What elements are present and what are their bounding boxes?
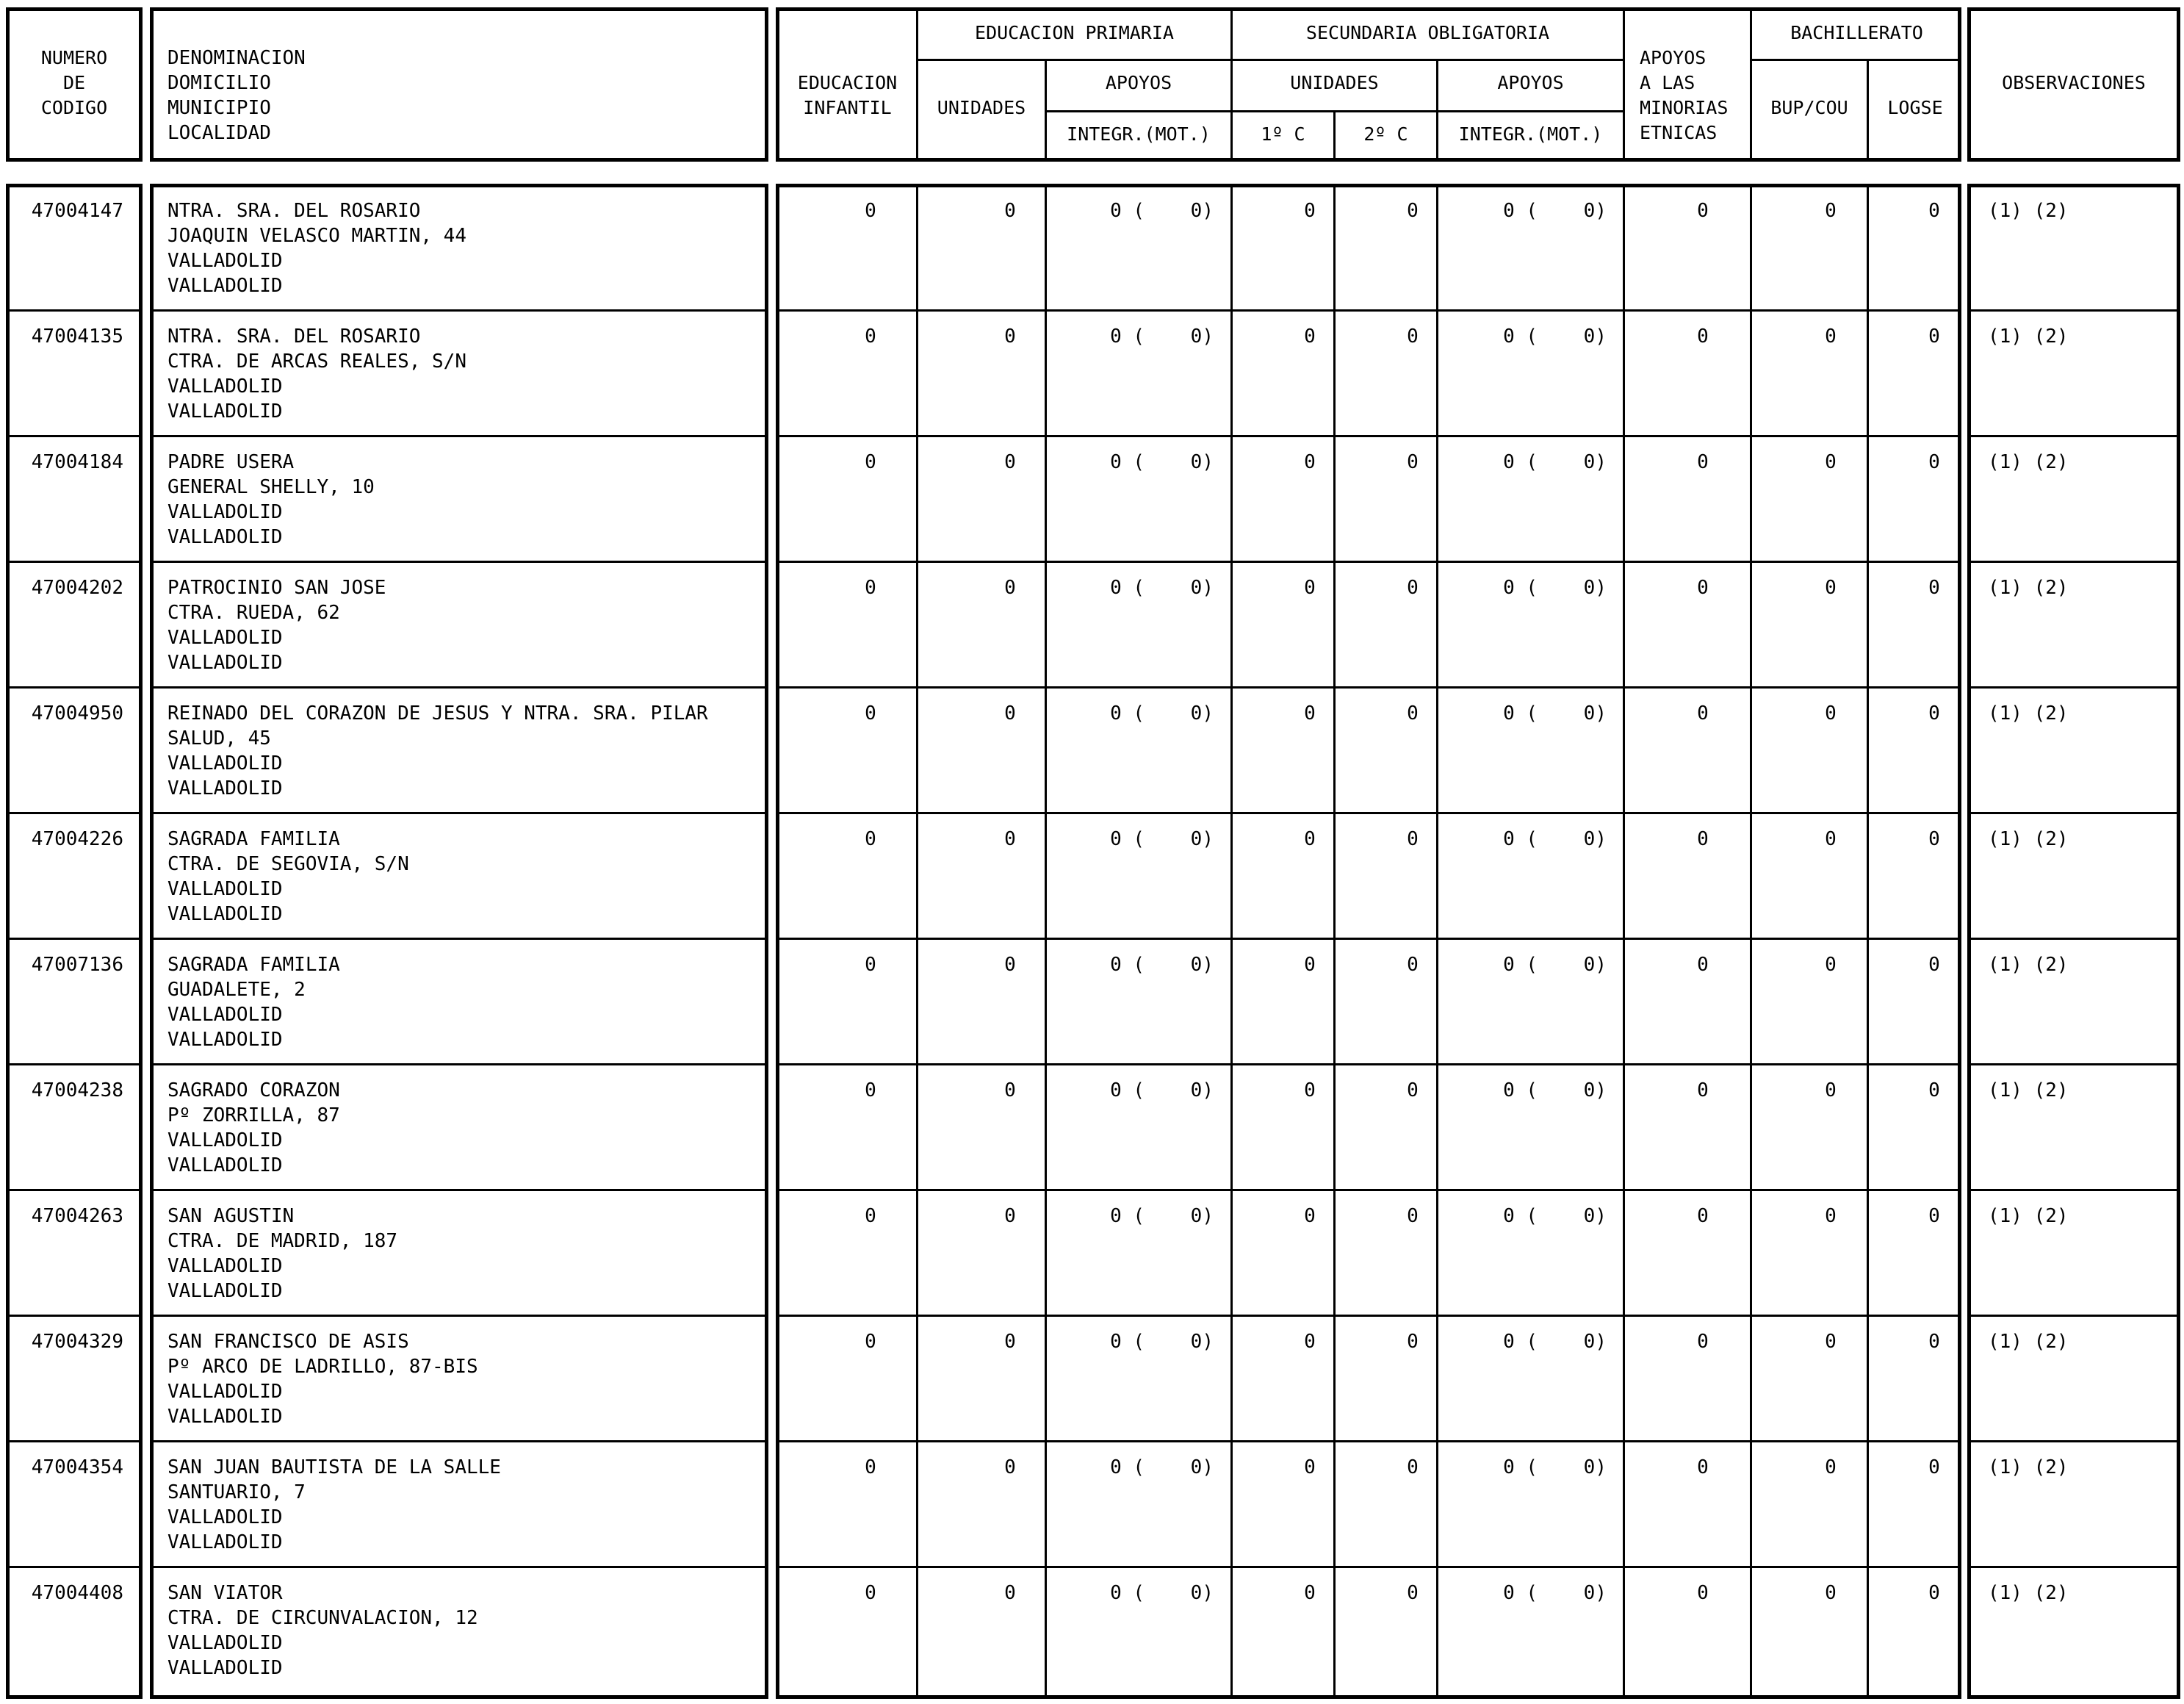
row-observaciones: (1) (2) — [1988, 954, 2069, 976]
row-minorias: 0 — [1697, 1205, 1709, 1227]
row-address: SANTUARIO, 7 — [167, 1481, 306, 1503]
row-prim-apoyos: 0 ( 0) — [1110, 1582, 1214, 1604]
row-infantil: 0 — [865, 954, 876, 976]
row-prim-unidades: 0 — [1004, 577, 1016, 599]
row-minorias: 0 — [1697, 1079, 1709, 1101]
row-municipio: VALLADOLID — [167, 1129, 283, 1151]
row-name: REINADO DEL CORAZON DE JESUS Y NTRA. SRA. PILAR — [167, 702, 708, 725]
row-sec-apoyos: 0 ( 0) — [1503, 577, 1607, 599]
row-divider — [776, 435, 1961, 437]
row-observaciones: (1) (2) — [1988, 577, 2069, 599]
header-infantil-line-1: EDUCACION — [797, 72, 898, 93]
row-divider — [1967, 309, 2180, 312]
row-observaciones: (1) (2) — [1988, 1582, 2069, 1604]
row-logse: 0 — [1928, 200, 1940, 222]
header-bach-bup: BUP/COU — [1770, 97, 1848, 118]
row-localidad: VALLADOLID — [167, 526, 283, 548]
row-sec-2c: 0 — [1407, 828, 1419, 850]
row-prim-apoyos: 0 ( 0) — [1110, 954, 1214, 976]
row-sec-2c: 0 — [1407, 577, 1419, 599]
row-sec-apoyos: 0 ( 0) — [1503, 1205, 1607, 1227]
row-divider — [150, 561, 768, 563]
row-observaciones: (1) (2) — [1988, 1079, 2069, 1101]
row-sec-1c: 0 — [1304, 577, 1316, 599]
row-sec-2c: 0 — [1407, 326, 1419, 348]
row-sec-1c: 0 — [1304, 702, 1316, 725]
header-observaciones: OBSERVACIONES — [2002, 72, 2146, 93]
header-bachillerato-group: BACHILLERATO — [1790, 22, 1923, 43]
row-minorias: 0 — [1697, 326, 1709, 348]
row-bup: 0 — [1825, 577, 1837, 599]
row-sec-2c: 0 — [1407, 200, 1419, 222]
row-observaciones: (1) (2) — [1988, 828, 2069, 850]
row-address: GUADALETE, 2 — [167, 979, 306, 1001]
row-sec-1c: 0 — [1304, 954, 1316, 976]
row-address: Pº ARCO DE LADRILLO, 87-BIS — [167, 1356, 478, 1378]
row-divider — [6, 938, 143, 940]
column-divider — [1750, 184, 1752, 1699]
row-divider — [6, 1566, 143, 1568]
row-sec-2c: 0 — [1407, 702, 1419, 725]
row-divider — [6, 309, 143, 312]
row-observaciones: (1) (2) — [1988, 1331, 2069, 1353]
row-logse: 0 — [1928, 1582, 1940, 1604]
header-secundaria-unidades: UNIDADES — [1290, 72, 1379, 93]
row-prim-unidades: 0 — [1004, 702, 1016, 725]
row-sec-apoyos: 0 ( 0) — [1503, 200, 1607, 222]
header-denominacion-line-2: DOMICILIO — [167, 72, 271, 94]
row-sec-apoyos: 0 ( 0) — [1503, 326, 1607, 348]
row-prim-apoyos: 0 ( 0) — [1110, 1331, 1214, 1353]
row-name: NTRA. SRA. DEL ROSARIO — [167, 326, 421, 348]
header-denominacion-line-4: LOCALIDAD — [167, 122, 271, 144]
row-divider — [776, 1440, 1961, 1442]
row-infantil: 0 — [865, 200, 876, 222]
column-divider — [1623, 184, 1625, 1699]
row-address: SALUD, 45 — [167, 727, 271, 749]
row-municipio: VALLADOLID — [167, 1004, 283, 1026]
header-numero-line-1: NUMERO — [40, 47, 108, 68]
row-infantil: 0 — [865, 326, 876, 348]
row-divider — [776, 1063, 1961, 1065]
row-minorias: 0 — [1697, 200, 1709, 222]
row-prim-unidades: 0 — [1004, 326, 1016, 348]
header-primaria-unidades: UNIDADES — [937, 97, 1026, 118]
row-divider — [6, 1440, 143, 1442]
row-divider — [776, 1189, 1961, 1191]
row-logse: 0 — [1928, 702, 1940, 725]
row-observaciones: (1) (2) — [1988, 1456, 2069, 1478]
row-sec-apoyos: 0 ( 0) — [1503, 1079, 1607, 1101]
row-bup: 0 — [1825, 1456, 1837, 1478]
row-prim-unidades: 0 — [1004, 954, 1016, 976]
row-divider — [150, 812, 768, 814]
row-divider — [150, 686, 768, 689]
row-sec-apoyos: 0 ( 0) — [1503, 702, 1607, 725]
header-numero-line-2: DE — [62, 72, 86, 93]
row-logse: 0 — [1928, 1456, 1940, 1478]
row-municipio: VALLADOLID — [167, 627, 283, 649]
row-municipio: VALLADOLID — [167, 1506, 283, 1528]
row-sec-2c: 0 — [1407, 451, 1419, 473]
row-sec-1c: 0 — [1304, 828, 1316, 850]
row-divider — [1967, 1566, 2180, 1568]
row-localidad: VALLADOLID — [167, 1531, 283, 1553]
row-divider — [6, 1315, 143, 1317]
row-divider — [776, 309, 1961, 312]
row-code: 47004354 — [31, 1456, 123, 1478]
row-address: CTRA. RUEDA, 62 — [167, 602, 340, 624]
row-prim-unidades: 0 — [1004, 451, 1016, 473]
row-divider — [6, 686, 143, 689]
header-minorias-line-4: ETNICAS — [1640, 122, 1718, 143]
row-prim-apoyos: 0 ( 0) — [1110, 1205, 1214, 1227]
row-logse: 0 — [1928, 451, 1940, 473]
row-bup: 0 — [1825, 702, 1837, 725]
row-name: SAN JUAN BAUTISTA DE LA SALLE — [167, 1456, 501, 1478]
header-divider — [916, 59, 1623, 61]
row-prim-apoyos: 0 ( 0) — [1110, 702, 1214, 725]
row-minorias: 0 — [1697, 702, 1709, 725]
row-sec-apoyos: 0 ( 0) — [1503, 451, 1607, 473]
row-name: NTRA. SRA. DEL ROSARIO — [167, 200, 421, 222]
row-infantil: 0 — [865, 577, 876, 599]
row-bup: 0 — [1825, 1331, 1837, 1353]
row-minorias: 0 — [1697, 1582, 1709, 1604]
row-divider — [150, 1315, 768, 1317]
row-divider — [6, 435, 143, 437]
row-divider — [1967, 1063, 2180, 1065]
row-code: 47004238 — [31, 1079, 123, 1101]
row-sec-1c: 0 — [1304, 1331, 1316, 1353]
row-localidad: VALLADOLID — [167, 1154, 283, 1176]
row-infantil: 0 — [865, 1582, 876, 1604]
row-code: 47004147 — [31, 200, 123, 222]
header-bach-logse: LOGSE — [1887, 97, 1943, 118]
row-sec-apoyos: 0 ( 0) — [1503, 954, 1607, 976]
row-prim-unidades: 0 — [1004, 1582, 1016, 1604]
row-sec-2c: 0 — [1407, 954, 1419, 976]
header-infantil-line-2: INFANTIL — [803, 97, 892, 118]
row-sec-1c: 0 — [1304, 1582, 1316, 1604]
row-bup: 0 — [1825, 1205, 1837, 1227]
header-minorias-line-2: A LAS — [1640, 72, 1695, 93]
row-municipio: VALLADOLID — [167, 1255, 283, 1277]
row-sec-2c: 0 — [1407, 1331, 1419, 1353]
row-code: 47004263 — [31, 1205, 123, 1227]
row-logse: 0 — [1928, 1079, 1940, 1101]
row-sec-2c: 0 — [1407, 1205, 1419, 1227]
row-localidad: VALLADOLID — [167, 275, 283, 297]
row-sec-1c: 0 — [1304, 200, 1316, 222]
row-bup: 0 — [1825, 954, 1837, 976]
row-prim-apoyos: 0 ( 0) — [1110, 1079, 1214, 1101]
row-address: CTRA. DE SEGOVIA, S/N — [167, 853, 409, 875]
row-sec-1c: 0 — [1304, 1205, 1316, 1227]
row-prim-unidades: 0 — [1004, 200, 1016, 222]
row-divider — [776, 1566, 1961, 1568]
row-observaciones: (1) (2) — [1988, 326, 2069, 348]
row-name: SAN FRANCISCO DE ASIS — [167, 1331, 409, 1353]
row-sec-apoyos: 0 ( 0) — [1503, 828, 1607, 850]
row-divider — [1967, 1440, 2180, 1442]
header-primaria-integr: INTEGR.(MOT.) — [1067, 123, 1211, 145]
row-name: SAGRADO CORAZON — [167, 1079, 340, 1101]
row-divider — [150, 1063, 768, 1065]
row-divider — [150, 1566, 768, 1568]
row-infantil: 0 — [865, 451, 876, 473]
row-divider — [776, 686, 1961, 689]
column-divider — [916, 184, 918, 1699]
header-minorias-line-1: APOYOS — [1640, 47, 1707, 68]
row-code: 47004226 — [31, 828, 123, 850]
row-divider — [6, 1063, 143, 1065]
row-localidad: VALLADOLID — [167, 1406, 283, 1428]
header-secundaria-integr: INTEGR.(MOT.) — [1458, 123, 1603, 145]
row-prim-apoyos: 0 ( 0) — [1110, 451, 1214, 473]
row-sec-2c: 0 — [1407, 1582, 1419, 1604]
row-name: SAN AGUSTIN — [167, 1205, 295, 1227]
row-divider — [150, 1189, 768, 1191]
header-divider — [1045, 110, 1230, 112]
row-bup: 0 — [1825, 1079, 1837, 1101]
row-logse: 0 — [1928, 1331, 1940, 1353]
row-prim-apoyos: 0 ( 0) — [1110, 1456, 1214, 1478]
header-divider — [1623, 7, 1625, 162]
row-logse: 0 — [1928, 1205, 1940, 1227]
row-divider — [6, 1189, 143, 1191]
row-name: PATROCINIO SAN JOSE — [167, 577, 386, 599]
row-localidad: VALLADOLID — [167, 1280, 283, 1302]
row-localidad: VALLADOLID — [167, 652, 283, 674]
row-infantil: 0 — [865, 1331, 876, 1353]
row-sec-1c: 0 — [1304, 1079, 1316, 1101]
header-secundaria-1c: 1º C — [1261, 123, 1305, 145]
column-divider — [1045, 184, 1047, 1699]
row-divider — [776, 938, 1961, 940]
row-bup: 0 — [1825, 200, 1837, 222]
row-minorias: 0 — [1697, 577, 1709, 599]
row-sec-apoyos: 0 ( 0) — [1503, 1582, 1607, 1604]
row-minorias: 0 — [1697, 828, 1709, 850]
row-divider — [150, 1440, 768, 1442]
row-municipio: VALLADOLID — [167, 501, 283, 523]
row-name: SAGRADA FAMILIA — [167, 954, 340, 976]
row-divider — [150, 435, 768, 437]
row-prim-unidades: 0 — [1004, 1079, 1016, 1101]
row-code: 47004408 — [31, 1582, 123, 1604]
row-localidad: VALLADOLID — [167, 903, 283, 925]
row-code: 47004135 — [31, 326, 123, 348]
row-divider — [150, 938, 768, 940]
row-sec-apoyos: 0 ( 0) — [1503, 1331, 1607, 1353]
row-minorias: 0 — [1697, 451, 1709, 473]
row-sec-1c: 0 — [1304, 1456, 1316, 1478]
row-sec-1c: 0 — [1304, 326, 1316, 348]
row-divider — [150, 309, 768, 312]
row-municipio: VALLADOLID — [167, 1381, 283, 1403]
row-observaciones: (1) (2) — [1988, 200, 2069, 222]
row-code: 47007136 — [31, 954, 123, 976]
row-sec-2c: 0 — [1407, 1079, 1419, 1101]
row-prim-unidades: 0 — [1004, 1456, 1016, 1478]
row-divider — [6, 561, 143, 563]
row-code: 47004329 — [31, 1331, 123, 1353]
row-prim-unidades: 0 — [1004, 1205, 1016, 1227]
body-numeric-frame — [776, 184, 1961, 1699]
header-numero-line-3: CODIGO — [40, 97, 108, 118]
row-divider — [1967, 561, 2180, 563]
row-infantil: 0 — [865, 1456, 876, 1478]
row-address: JOAQUIN VELASCO MARTIN, 44 — [167, 225, 466, 247]
row-minorias: 0 — [1697, 954, 1709, 976]
row-prim-apoyos: 0 ( 0) — [1110, 200, 1214, 222]
row-observaciones: (1) (2) — [1988, 702, 2069, 725]
row-municipio: VALLADOLID — [167, 250, 283, 272]
row-address: CTRA. DE ARCAS REALES, S/N — [167, 350, 466, 373]
row-divider — [776, 812, 1961, 814]
header-primaria-group: EDUCACION PRIMARIA — [975, 22, 1174, 43]
row-bup: 0 — [1825, 326, 1837, 348]
row-infantil: 0 — [865, 828, 876, 850]
row-bup: 0 — [1825, 1582, 1837, 1604]
row-divider — [1967, 1315, 2180, 1317]
row-sec-1c: 0 — [1304, 451, 1316, 473]
row-minorias: 0 — [1697, 1456, 1709, 1478]
row-municipio: VALLADOLID — [167, 1632, 283, 1654]
row-code: 47004950 — [31, 702, 123, 725]
row-divider — [1967, 435, 2180, 437]
row-logse: 0 — [1928, 954, 1940, 976]
row-sec-2c: 0 — [1407, 1456, 1419, 1478]
header-denominacion-line-3: MUNICIPIO — [167, 97, 271, 119]
column-divider — [1230, 184, 1233, 1699]
row-minorias: 0 — [1697, 1331, 1709, 1353]
header-primaria-apoyos: APOYOS — [1105, 72, 1172, 93]
row-divider — [1967, 812, 2180, 814]
row-address: Pº ZORRILLA, 87 — [167, 1104, 340, 1126]
row-sec-apoyos: 0 ( 0) — [1503, 1456, 1607, 1478]
header-secundaria-2c: 2º C — [1363, 123, 1408, 145]
row-prim-unidades: 0 — [1004, 1331, 1016, 1353]
header-denominacion-line-1: DENOMINACION — [167, 47, 306, 69]
row-logse: 0 — [1928, 828, 1940, 850]
row-address: GENERAL SHELLY, 10 — [167, 476, 375, 498]
row-divider — [1967, 938, 2180, 940]
row-localidad: VALLADOLID — [167, 777, 283, 799]
header-minorias-line-3: MINORIAS — [1640, 97, 1729, 118]
row-divider — [1967, 686, 2180, 689]
row-prim-apoyos: 0 ( 0) — [1110, 326, 1214, 348]
row-localidad: VALLADOLID — [167, 400, 283, 423]
row-prim-apoyos: 0 ( 0) — [1110, 828, 1214, 850]
row-bup: 0 — [1825, 828, 1837, 850]
row-municipio: VALLADOLID — [167, 752, 283, 774]
row-bup: 0 — [1825, 451, 1837, 473]
header-divider — [1750, 59, 1961, 61]
row-divider — [1967, 1189, 2180, 1191]
row-name: SAN VIATOR — [167, 1582, 283, 1604]
row-code: 47004202 — [31, 577, 123, 599]
row-observaciones: (1) (2) — [1988, 451, 2069, 473]
row-logse: 0 — [1928, 326, 1940, 348]
row-logse: 0 — [1928, 577, 1940, 599]
row-localidad: VALLADOLID — [167, 1657, 283, 1679]
row-divider — [6, 812, 143, 814]
row-municipio: VALLADOLID — [167, 878, 283, 900]
header-secundaria-group: SECUNDARIA OBLIGATORIA — [1305, 22, 1550, 43]
row-name: PADRE USERA — [167, 451, 295, 473]
row-address: CTRA. DE CIRCUNVALACION, 12 — [167, 1607, 478, 1629]
row-prim-apoyos: 0 ( 0) — [1110, 577, 1214, 599]
row-municipio: VALLADOLID — [167, 375, 283, 398]
row-infantil: 0 — [865, 702, 876, 725]
row-localidad: VALLADOLID — [167, 1029, 283, 1051]
row-infantil: 0 — [865, 1079, 876, 1101]
header-secundaria-apoyos: APOYOS — [1497, 72, 1564, 93]
row-address: CTRA. DE MADRID, 187 — [167, 1230, 398, 1252]
row-code: 47004184 — [31, 451, 123, 473]
header-divider — [1230, 110, 1623, 112]
row-observaciones: (1) (2) — [1988, 1205, 2069, 1227]
row-divider — [776, 561, 1961, 563]
row-prim-unidades: 0 — [1004, 828, 1016, 850]
row-name: SAGRADA FAMILIA — [167, 828, 340, 850]
row-divider — [776, 1315, 1961, 1317]
column-divider — [1867, 184, 1869, 1699]
row-infantil: 0 — [865, 1205, 876, 1227]
